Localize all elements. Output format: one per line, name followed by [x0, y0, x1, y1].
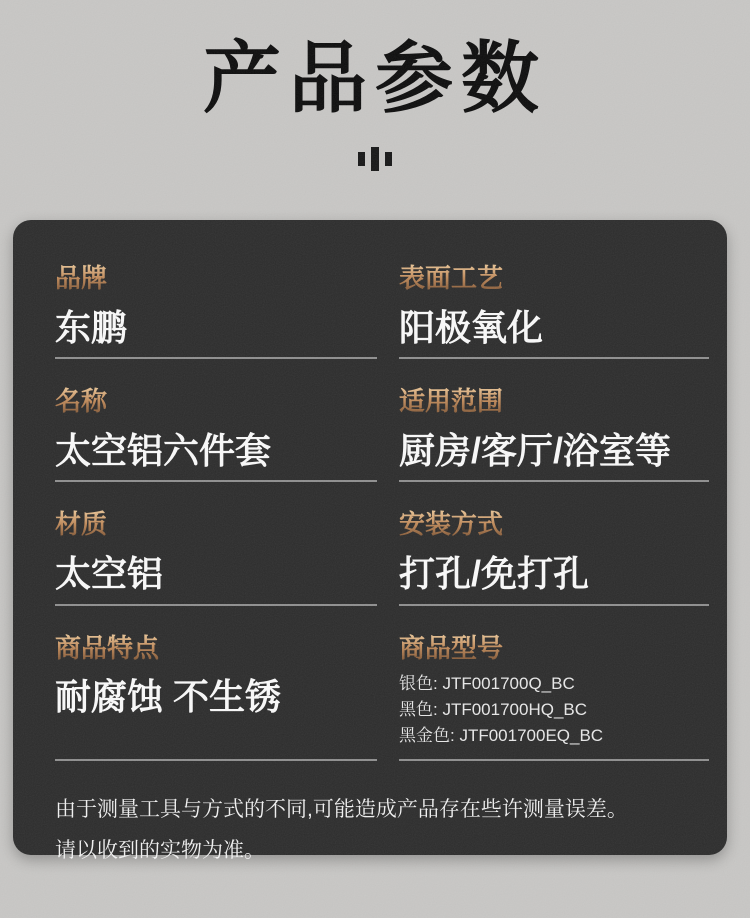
page-header: [0, 0, 750, 172]
measurement-disclaimer: [55, 789, 709, 871]
param-label: 商品特点: [55, 632, 160, 663]
param-value: 东鹏: [55, 306, 128, 348]
param-brand: [55, 264, 377, 359]
param-value: 厨房/客厅/浴室等: [399, 429, 672, 471]
model-number-black-gold: 黑金色: JTF001700EQ_BC: [399, 726, 604, 746]
param-value: 阳极氧化: [399, 306, 544, 348]
model-number-list: [399, 671, 709, 749]
param-value: 耐腐蚀 不生锈: [55, 676, 282, 718]
param-applicable-range: [399, 387, 709, 482]
param-label: 安装方式: [399, 509, 504, 540]
param-value: 打孔/免打孔: [399, 552, 590, 594]
param-value: 太空铝: [55, 552, 164, 594]
param-label: 表面工艺: [399, 263, 504, 293]
disclaimer-line-1: 由于测量工具与方式的不同,可能造成产品存在些许测量误差。: [55, 798, 628, 822]
param-value: 太空铝六件套: [55, 429, 272, 471]
three-bars-divider-icon: [0, 146, 750, 172]
divider-bar-center: [371, 147, 379, 171]
param-name: [55, 387, 377, 482]
divider-bar-right: [385, 152, 392, 166]
page-title: 产品参数: [202, 34, 547, 122]
param-material: [55, 510, 377, 605]
param-installation: [399, 510, 709, 605]
param-label: 品牌: [55, 263, 108, 293]
model-number-black: 黑色: JTF001700HQ_BC: [399, 700, 588, 720]
parameters-grid: [55, 264, 709, 761]
param-label: 适用范围: [399, 386, 504, 417]
param-label: 商品型号: [399, 632, 504, 663]
param-features: [55, 634, 377, 762]
model-number-silver: 银色: JTF001700Q_BC: [399, 674, 575, 694]
param-surface-process: [399, 264, 709, 359]
param-label: 名称: [55, 386, 108, 417]
disclaimer-line-2: 请以收到的实物为准。: [55, 839, 265, 863]
divider-bar-left: [358, 152, 365, 166]
param-model-numbers: [399, 634, 709, 762]
param-label: 材质: [55, 509, 108, 540]
parameters-card: [13, 220, 727, 863]
